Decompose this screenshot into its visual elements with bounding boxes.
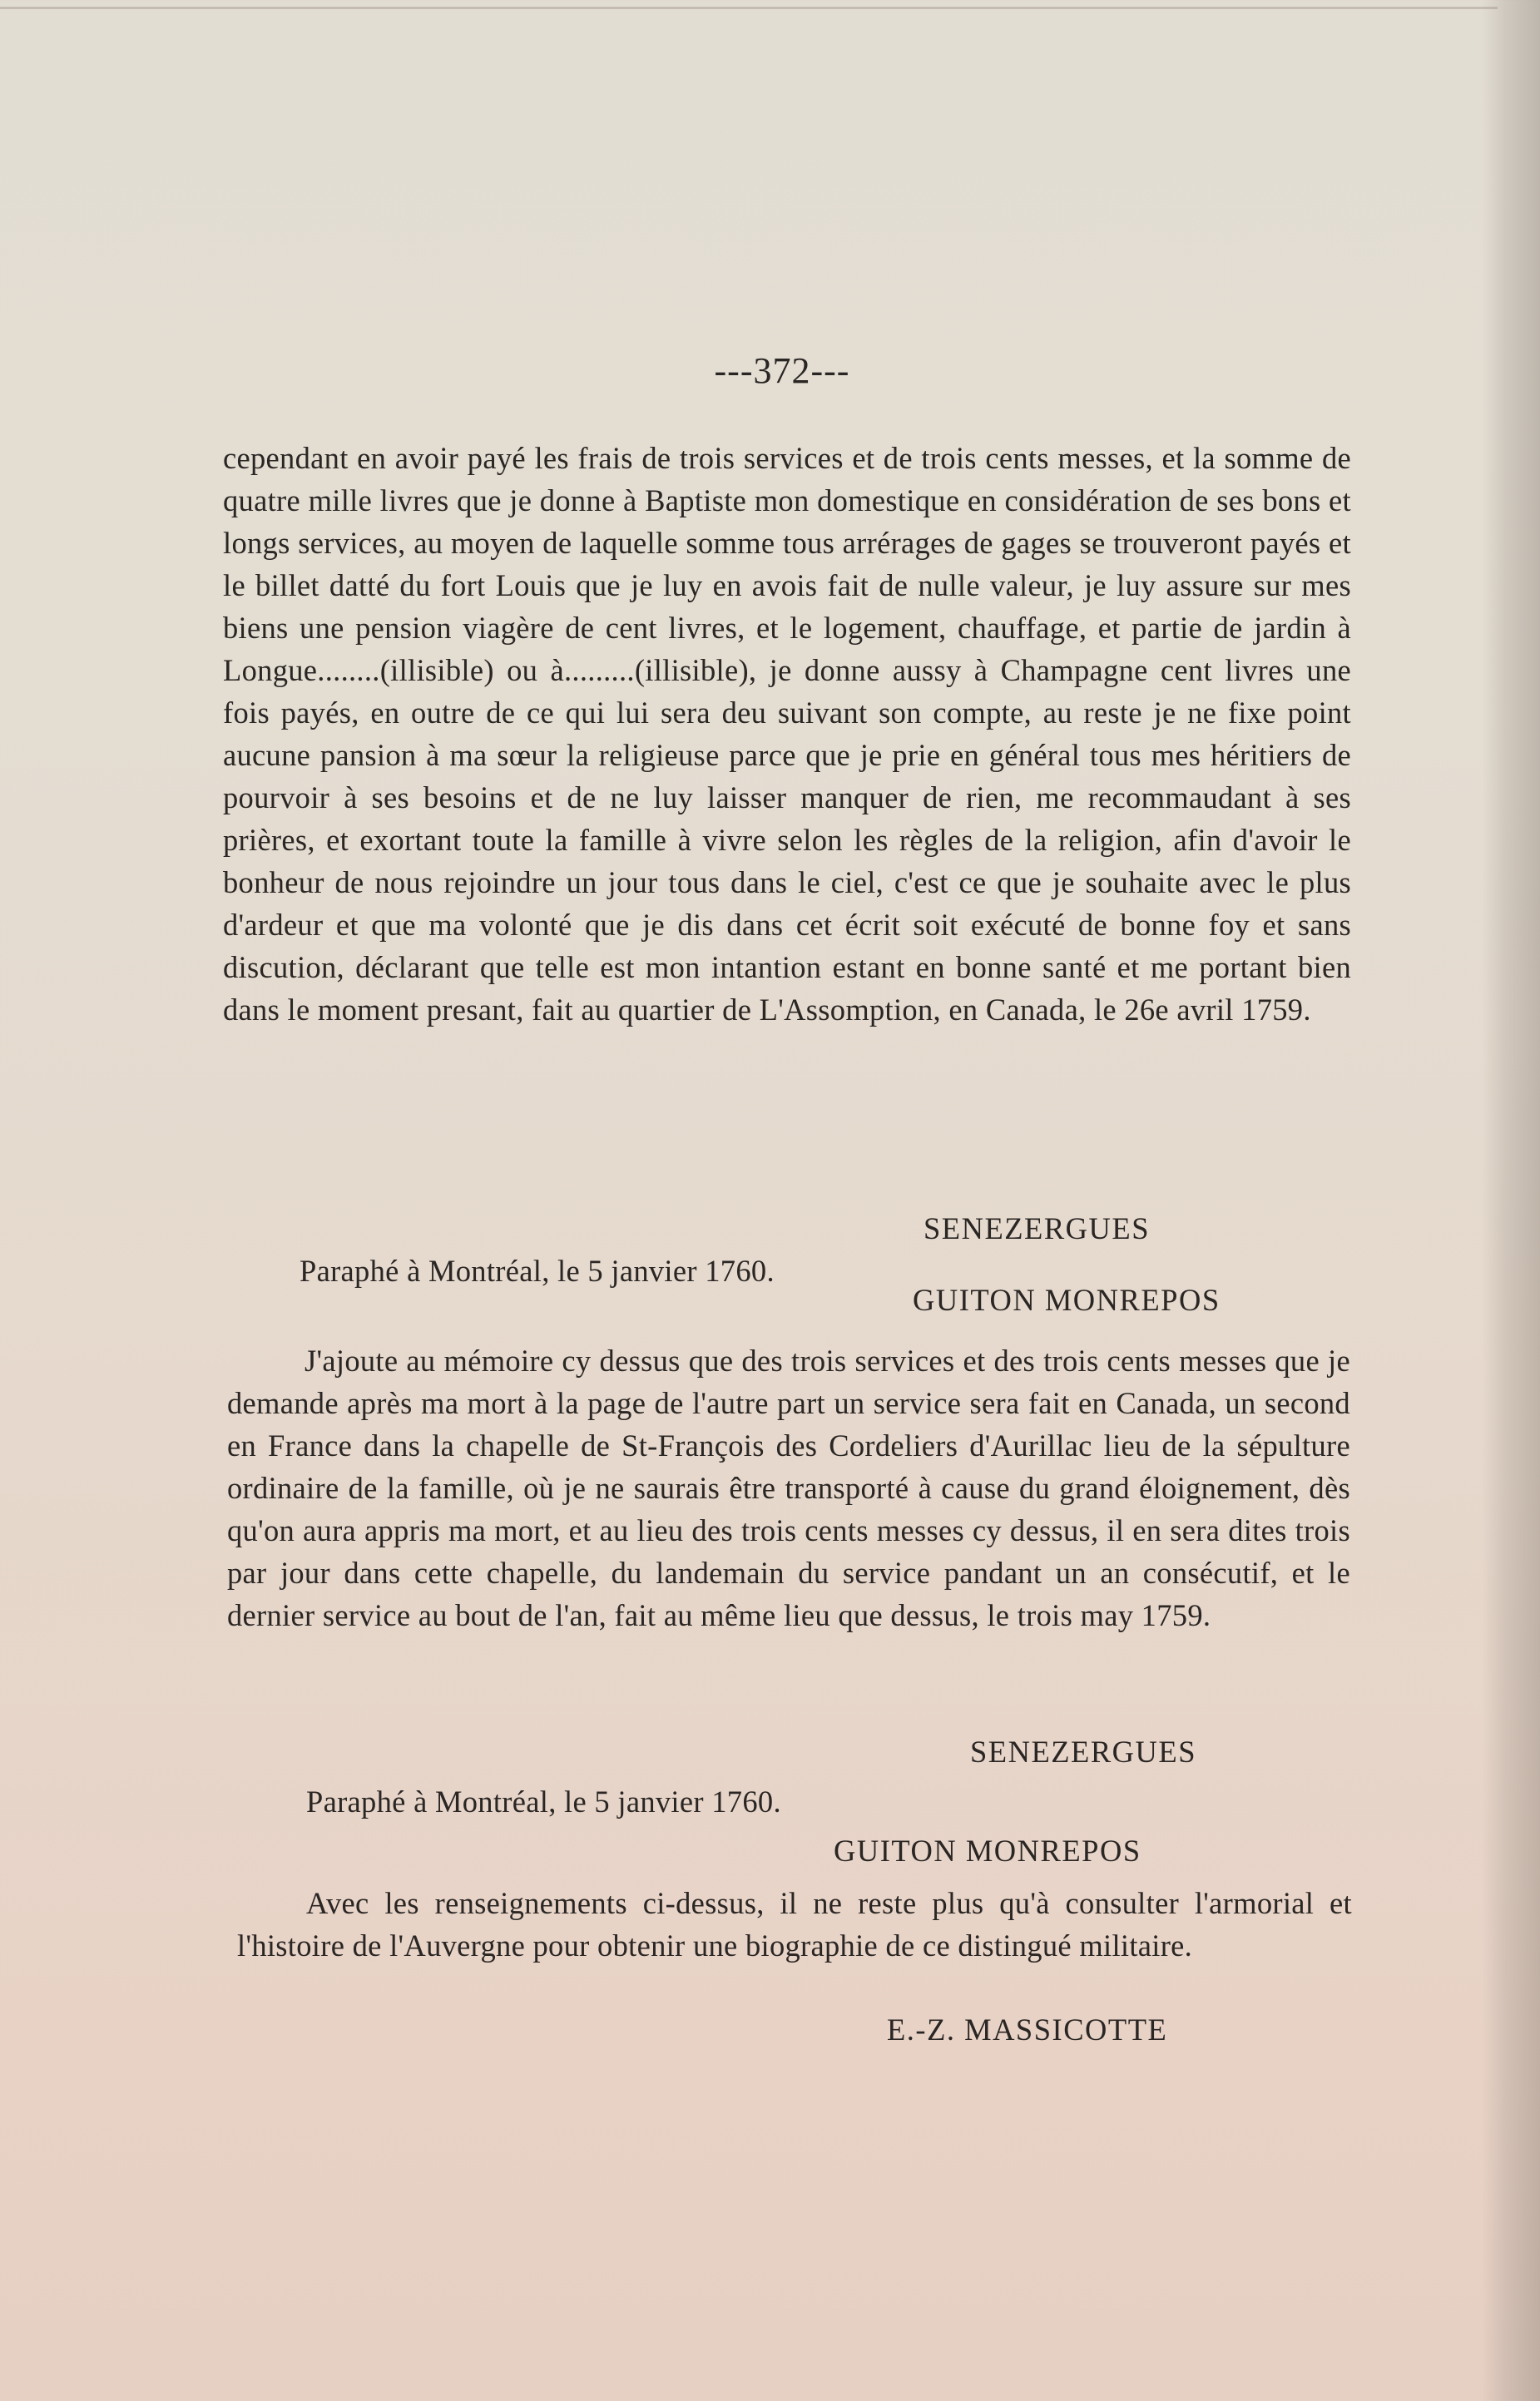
addendum-paragraph bbox=[227, 1339, 1350, 1636]
signature-senezergues-1: SENEZERGUES bbox=[924, 1211, 1150, 1245]
addendum-paragraph-text: J'ajoute au mémoire cy dessus que des trois services et des trois cents messes que je demande après ma mort à la page de l'autre part un service sera fait en Canada, un second en France dans la chapelle de St-François des Cordeliers d'Aurillac lieu de la sépulture ordinaire de la famille, où je ne saurais être transporté à cause du grand éloignement, dès qu'on aura appris ma mort, et au lieu des trois cents messes cy dessus, il en sera dites trois par jour dans cette chapelle, du landemain du service pandant un an consécutif, et le dernier service au bout de l'an, fait au même lieu que dessus, le trois may 1759. bbox=[227, 1344, 1350, 1632]
page-number: ---372--- bbox=[714, 350, 850, 391]
main-paragraph-text: cependant en avoir payé les frais de trois services et de trois cents messes, et la somme de quatre mille livres que je donne à Baptiste mon domestique en considération de ses bons et longs services, au moyen de laquelle somme tous arrérages de gages se trouveront payés et le billet datté du fort Louis que je luy en avois fait de nulle valeur, je luy assure sur mes biens une pension viagère de cent livres, et le logement, chauffage, et partie de jardin à Longue........(illisible) ou à.........(illisible), je donne aussy à Champagne cent livres une fois payés, en outre de ce qui lui sera deu suivant son compte, au reste je ne fixe point aucune pansion à ma sœur la religieuse parce que je prie en général tous mes héritiers de pourvoir à ses besoins et de ne luy laisser manquer de rien, me recommaudant à ses prières, et exortant toute la famille à vivre selon les règles de la religion, afin d'avoir le bonheur de nous rejoindre un jour tous dans le ciel, c'est ce que je souhaite avec le plus d'ardeur et que ma volonté que je dis dans cet écrit soit exécuté de bonne foy et sans discution, déclarant que telle est mon intantion estant en bonne santé et me portant bien dans le moment presant, fait au quartier de L'Assomption, en Canada, le 26e avril 1759. bbox=[223, 441, 1351, 1027]
paraph-date-2: Paraphé à Montréal, le 5 janvier 1760. bbox=[306, 1785, 781, 1819]
page-top-edge bbox=[0, 7, 1498, 9]
signature-guiton-monrepos-1: GUITON MONREPOS bbox=[913, 1283, 1221, 1317]
signature-senezergues-2: SENEZERGUES bbox=[970, 1735, 1196, 1769]
closing-paragraph bbox=[237, 1882, 1352, 1967]
closing-paragraph-text: Avec les renseignements ci-dessus, il ne reste plus qu'à consulter l'armorial et l'histoire de l'Auvergne pour obtenir une biographie de ce distingué militaire. bbox=[237, 1886, 1352, 1963]
signature-guiton-monrepos-2: GUITON MONREPOS bbox=[834, 1834, 1141, 1868]
main-paragraph bbox=[223, 437, 1351, 1031]
author-signature: E.-Z. MASSICOTTE bbox=[887, 2012, 1168, 2047]
paraph-date-1: Paraphé à Montréal, le 5 janvier 1760. bbox=[300, 1254, 775, 1288]
